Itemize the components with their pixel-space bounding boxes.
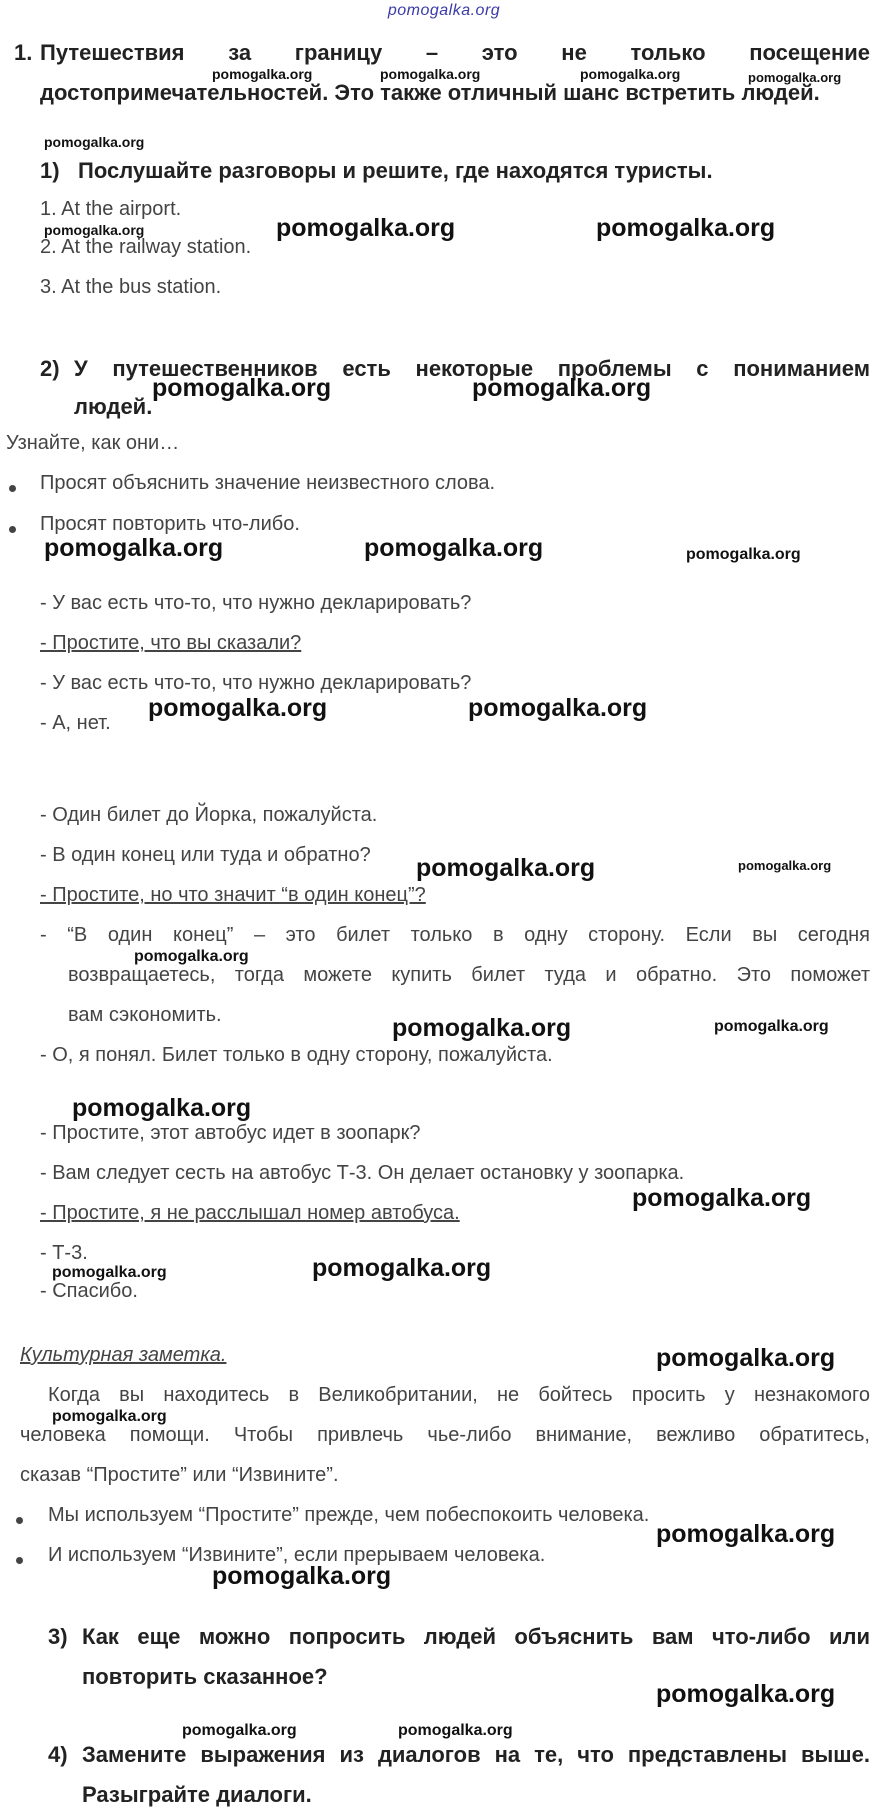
- dialog1-line-4: - А, нет.: [40, 712, 111, 734]
- dialog2-long-line-1: - “В один конец” – это билет только в одну сторону. Если вы сегодня: [40, 924, 870, 946]
- watermark: pomogalka.org: [44, 534, 224, 562]
- dialog3-line-1: - Простите, этот автобус идет в зоопарк?: [40, 1122, 421, 1144]
- dialog2-line-2: - В один конец или туда и обратно?: [40, 844, 371, 866]
- sub4-line-2: Разыграйте диалоги.: [82, 1782, 312, 1807]
- watermark: pomogalka.org: [748, 70, 842, 85]
- bullet-dot: [9, 526, 16, 533]
- watermark: pomogalka.org: [656, 1520, 836, 1548]
- sub2-bullet-1: Просят объяснить значение неизвестного слова.: [40, 472, 496, 494]
- watermark: pomogalka.org: [276, 214, 456, 242]
- watermark: pomogalka.org: [148, 694, 328, 722]
- watermark: pomogalka.org: [398, 1722, 513, 1739]
- watermark: pomogalka.org: [312, 1254, 492, 1282]
- watermark: pomogalka.org: [52, 1408, 167, 1425]
- dialog3-line-5: - Спасибо.: [40, 1280, 138, 1302]
- task-title-line1: Путешествия за границу – это не только посещение: [40, 40, 870, 65]
- sub4-line-1: Замените выражения из диалогов на те, что представлены выше.: [82, 1742, 870, 1767]
- culture-title: Культурная заметка.: [20, 1344, 227, 1366]
- header-link[interactable]: pomogalka.org: [387, 2, 501, 19]
- watermark: pomogalka.org: [472, 374, 652, 402]
- watermark: pomogalka.org: [738, 858, 832, 873]
- sub1-title: Послушайте разговоры и решите, где находятся туристы.: [78, 158, 713, 183]
- watermark: pomogalka.org: [656, 1344, 836, 1372]
- sub1-number: 1): [40, 158, 60, 183]
- dialog1-line-3: - У вас есть что-то, что нужно декларировать?: [40, 672, 472, 694]
- sub2-intro: Узнайте, как они…: [6, 432, 180, 454]
- culture-paragraph-line-3: сказав “Простите” или “Извините”.: [20, 1464, 339, 1486]
- dialog1-line-2: - Простите, что вы сказали?: [40, 632, 302, 654]
- sub2-title-line1: У путешественников есть некоторые проблемы с пониманием: [74, 356, 870, 381]
- watermark: pomogalka.org: [416, 854, 596, 882]
- culture-paragraph-line-2: человека помощи. Чтобы привлечь чье-либо внимание, вежливо обратитесь,: [20, 1424, 870, 1446]
- culture-bullet-2: И используем “Извините”, если прерываем человека.: [48, 1544, 546, 1566]
- dialog2-line-3: - Простите, но что значит “в один конец”?: [40, 884, 426, 906]
- dialog3-line-4: - Т-3.: [40, 1242, 88, 1264]
- dialog3-line-3: - Простите, я не расслышал номер автобуса.: [40, 1202, 460, 1224]
- watermark: pomogalka.org: [656, 1680, 836, 1708]
- watermark: pomogalka.org: [212, 66, 313, 82]
- sub4-number: 4): [48, 1742, 68, 1767]
- watermark: pomogalka.org: [632, 1184, 812, 1212]
- watermark: pomogalka.org: [44, 134, 145, 150]
- sub2-title-line2: людей.: [74, 394, 153, 419]
- watermark: pomogalka.org: [364, 534, 544, 562]
- watermark: pomogalka.org: [714, 1018, 829, 1035]
- watermark: pomogalka.org: [580, 66, 681, 82]
- watermark: pomogalka.org: [468, 694, 648, 722]
- watermark: pomogalka.org: [392, 1014, 572, 1042]
- watermark: pomogalka.org: [152, 374, 332, 402]
- dialog2-long-line-3: вам сэкономить.: [68, 1004, 222, 1026]
- answer-3: 3. At the bus station.: [40, 276, 222, 298]
- watermark: pomogalka.org: [72, 1094, 252, 1122]
- dialog2-long-line-2: возвращаетесь, тогда можете купить билет туда и обратно. Это поможет: [68, 964, 870, 986]
- culture-paragraph-line-1: Когда вы находитесь в Великобритании, не бойтесь просить у незнакомого: [48, 1384, 870, 1406]
- watermark: pomogalka.org: [380, 66, 481, 82]
- bullet-dot: [16, 1517, 23, 1524]
- bullet-dot: [16, 1557, 23, 1564]
- sub3-line-2: повторить сказанное?: [82, 1664, 328, 1689]
- watermark: pomogalka.org: [182, 1722, 297, 1739]
- dialog3-line-2: - Вам следует сесть на автобус Т-3. Он делает остановку у зоопарка.: [40, 1162, 685, 1184]
- task-number: 1.: [14, 40, 33, 65]
- watermark: pomogalka.org: [44, 222, 145, 238]
- sub2-number: 2): [40, 356, 60, 381]
- watermark: pomogalka.org: [596, 214, 776, 242]
- bullet-dot: [9, 485, 16, 492]
- watermark: pomogalka.org: [134, 948, 249, 965]
- answer-1: 1. At the airport.: [40, 198, 182, 220]
- task-title-line2: достопримечательностей. Это также отличный шанс встретить людей.: [40, 80, 820, 105]
- answer-2: 2. At the railway station.: [40, 236, 252, 258]
- dialog2-line-1: - Один билет до Йорка, пожалуйста.: [40, 804, 378, 826]
- sub2-bullet-2: Просят повторить что-либо.: [40, 513, 300, 535]
- watermark: pomogalka.org: [686, 546, 801, 563]
- sub3-line-1: Как еще можно попросить людей объяснить вам что-либо или: [82, 1624, 870, 1649]
- sub3-number: 3): [48, 1624, 68, 1649]
- watermark: pomogalka.org: [212, 1562, 392, 1590]
- dialog1-line-1: - У вас есть что-то, что нужно декларировать?: [40, 592, 472, 614]
- watermark: pomogalka.org: [52, 1264, 167, 1281]
- dialog2-line-last: - О, я понял. Билет только в одну сторону, пожалуйста.: [40, 1044, 553, 1066]
- culture-bullet-1: Мы используем “Простите” прежде, чем побеспокоить человека.: [48, 1504, 650, 1526]
